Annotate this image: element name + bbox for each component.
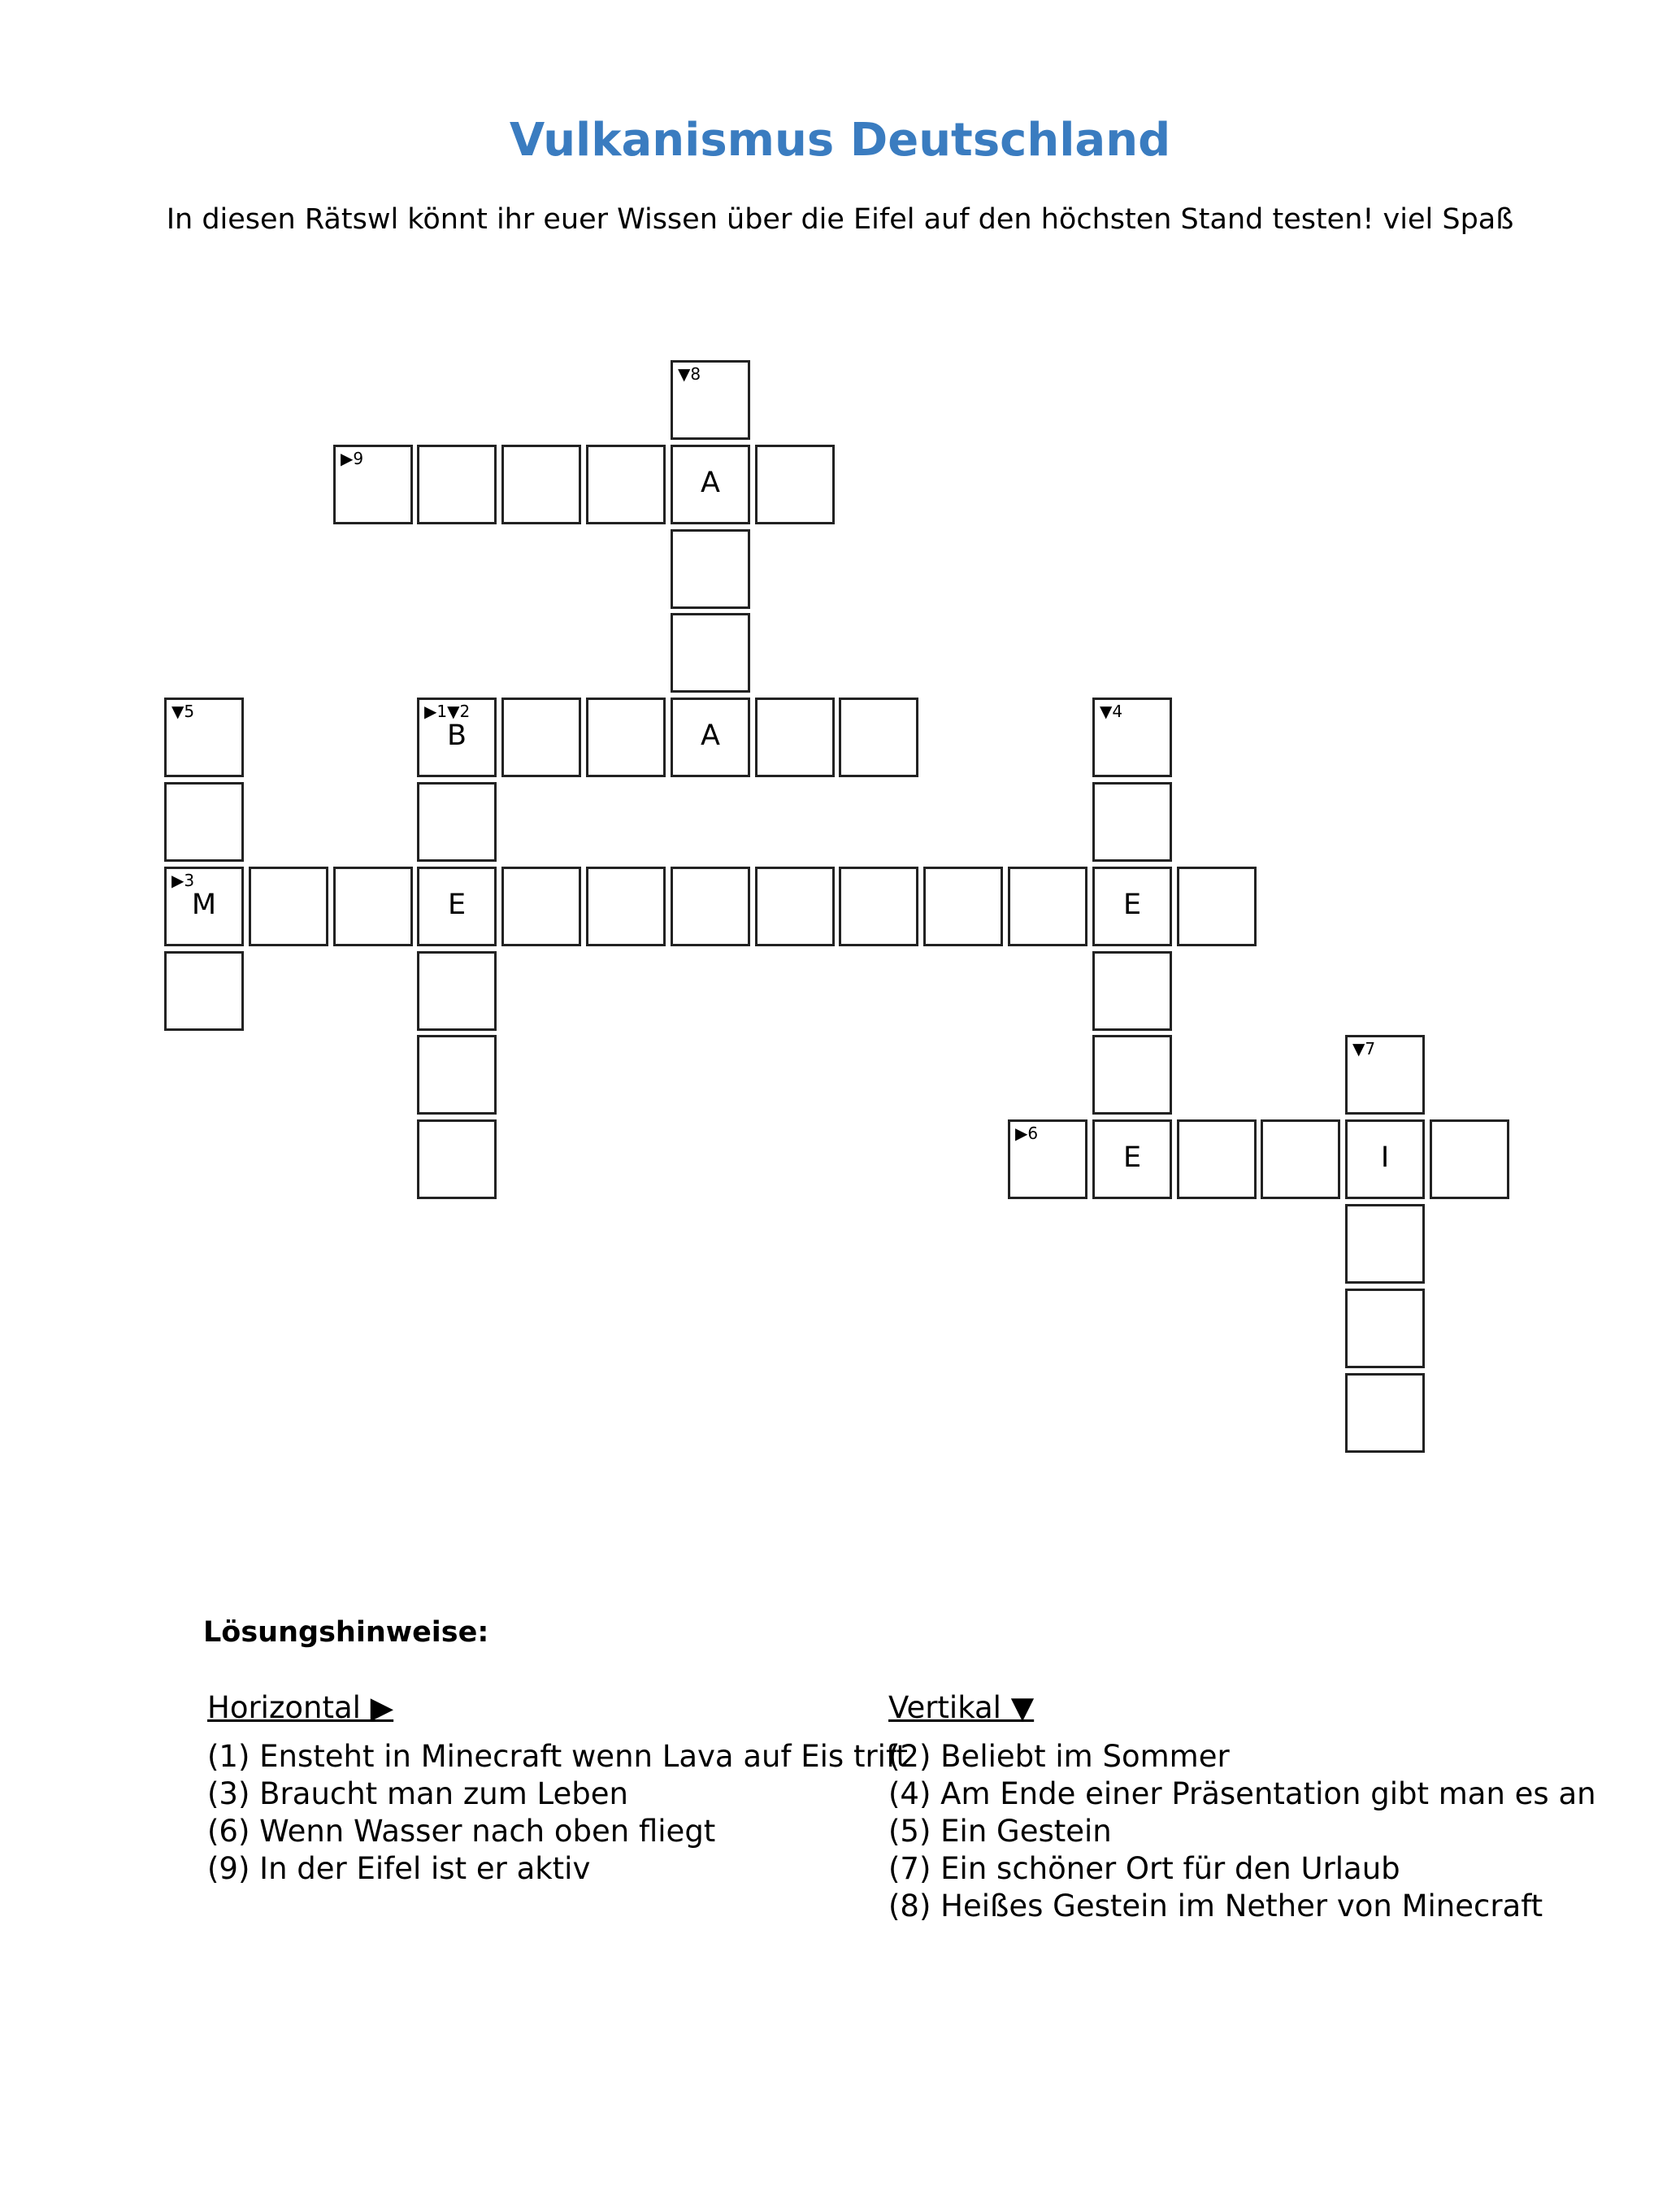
- crossword-cell[interactable]: [164, 867, 244, 946]
- crossword-cell[interactable]: [501, 698, 581, 777]
- crossword-cell[interactable]: [417, 1035, 497, 1115]
- crossword-cell[interactable]: [1345, 1204, 1425, 1284]
- crossword-cell[interactable]: [671, 445, 750, 524]
- clue-horizontal: (9) In der Eifel ist er aktiv: [207, 1851, 591, 1886]
- horizontal-clues: [207, 1689, 908, 1888]
- crossword-cell[interactable]: [1092, 1035, 1172, 1115]
- crossword-cell[interactable]: [1345, 1119, 1425, 1199]
- cell-letter: E: [1122, 889, 1142, 921]
- crossword-cell[interactable]: [1177, 1119, 1257, 1199]
- crossword-cell[interactable]: [839, 698, 918, 777]
- vertical-heading: Vertikal ▼: [888, 1690, 1035, 1725]
- clue-number: ▶9: [341, 449, 364, 468]
- crossword-cell[interactable]: [755, 445, 835, 524]
- crossword-cell[interactable]: [417, 867, 497, 946]
- cell-letter: M: [191, 889, 217, 921]
- clue-number: ▼7: [1352, 1039, 1376, 1058]
- cell-letter: A: [701, 467, 720, 499]
- cell-letter: B: [446, 719, 467, 752]
- crossword-cell[interactable]: [1177, 867, 1257, 946]
- cell-letter: A: [701, 719, 720, 752]
- clue-vertical: (8) Heißes Gestein im Nether von Minecraft: [888, 1889, 1543, 1923]
- crossword-cell[interactable]: [586, 867, 666, 946]
- cell-letter: E: [1122, 1141, 1142, 1174]
- cell-letter: I: [1380, 1141, 1390, 1174]
- hints-title: Lösungshinweise:: [203, 1616, 489, 1649]
- crossword-cell[interactable]: [1345, 1373, 1425, 1453]
- crossword-cell[interactable]: [249, 867, 328, 946]
- clue-vertical: (5) Ein Gestein: [888, 1814, 1112, 1849]
- crossword-cell[interactable]: [671, 360, 750, 440]
- crossword-cell[interactable]: [417, 698, 497, 777]
- crossword-cell[interactable]: [1092, 1119, 1172, 1199]
- page-subtitle: In diesen Rätswl könnt ihr euer Wissen über die Eifel auf den höchsten Stand testen! viel Spaß: [166, 203, 1514, 236]
- clue-vertical: (2) Beliebt im Sommer: [888, 1739, 1230, 1774]
- clue-horizontal: (3) Braucht man zum Leben: [207, 1776, 628, 1811]
- crossword-cell[interactable]: [417, 782, 497, 862]
- crossword-cell[interactable]: [164, 782, 244, 862]
- clue-number: ▼5: [171, 702, 195, 721]
- crossword-cell[interactable]: [1092, 951, 1172, 1031]
- crossword-cell[interactable]: [1430, 1119, 1509, 1199]
- clue-number: ▼4: [1100, 702, 1123, 721]
- crossword-cell[interactable]: [1345, 1289, 1425, 1368]
- crossword-cell[interactable]: [671, 613, 750, 693]
- crossword-cell[interactable]: [1008, 867, 1087, 946]
- clue-number: ▼8: [678, 364, 701, 384]
- horizontal-heading: Horizontal ▶: [207, 1690, 394, 1725]
- vertical-clues: [888, 1689, 1596, 1925]
- crossword-cell[interactable]: [164, 951, 244, 1031]
- crossword-cell[interactable]: [755, 867, 835, 946]
- crossword-cell[interactable]: [164, 698, 244, 777]
- crossword-cell[interactable]: [1092, 867, 1172, 946]
- crossword-cell[interactable]: [501, 867, 581, 946]
- crossword-cell[interactable]: [501, 445, 581, 524]
- crossword-cell[interactable]: [1092, 782, 1172, 862]
- crossword-cell[interactable]: [333, 445, 413, 524]
- clue-number: ▶6: [1015, 1124, 1039, 1143]
- crossword-cell[interactable]: [586, 698, 666, 777]
- crossword-cell[interactable]: [671, 529, 750, 609]
- crossword-cell[interactable]: [1008, 1119, 1087, 1199]
- crossword-cell[interactable]: [1345, 1035, 1425, 1115]
- cell-letter: E: [447, 889, 467, 921]
- clue-horizontal: (1) Ensteht in Minecraft wenn Lava auf Eis trift: [207, 1739, 908, 1774]
- crossword-cell[interactable]: [417, 445, 497, 524]
- crossword-cell[interactable]: [755, 698, 835, 777]
- page-title: Vulkanismus Deutschland: [509, 114, 1171, 167]
- crossword-cell[interactable]: [417, 951, 497, 1031]
- clue-vertical: (4) Am Ende einer Präsentation gibt man es an: [888, 1776, 1596, 1811]
- crossword-cell[interactable]: [671, 867, 750, 946]
- crossword-cell[interactable]: [333, 867, 413, 946]
- crossword-cell[interactable]: [839, 867, 918, 946]
- clue-horizontal: (6) Wenn Wasser nach oben fliegt: [207, 1814, 716, 1849]
- crossword-cell[interactable]: [1092, 698, 1172, 777]
- crossword-cell[interactable]: [586, 445, 666, 524]
- clue-number: ▶1▼2: [424, 702, 471, 721]
- clue-vertical: (7) Ein schöner Ort für den Urlaub: [888, 1851, 1400, 1886]
- crossword-cell[interactable]: [923, 867, 1003, 946]
- crossword-cell[interactable]: [417, 1119, 497, 1199]
- clue-number: ▶3: [171, 871, 195, 890]
- crossword-cell[interactable]: [1261, 1119, 1340, 1199]
- crossword-cell[interactable]: [671, 698, 750, 777]
